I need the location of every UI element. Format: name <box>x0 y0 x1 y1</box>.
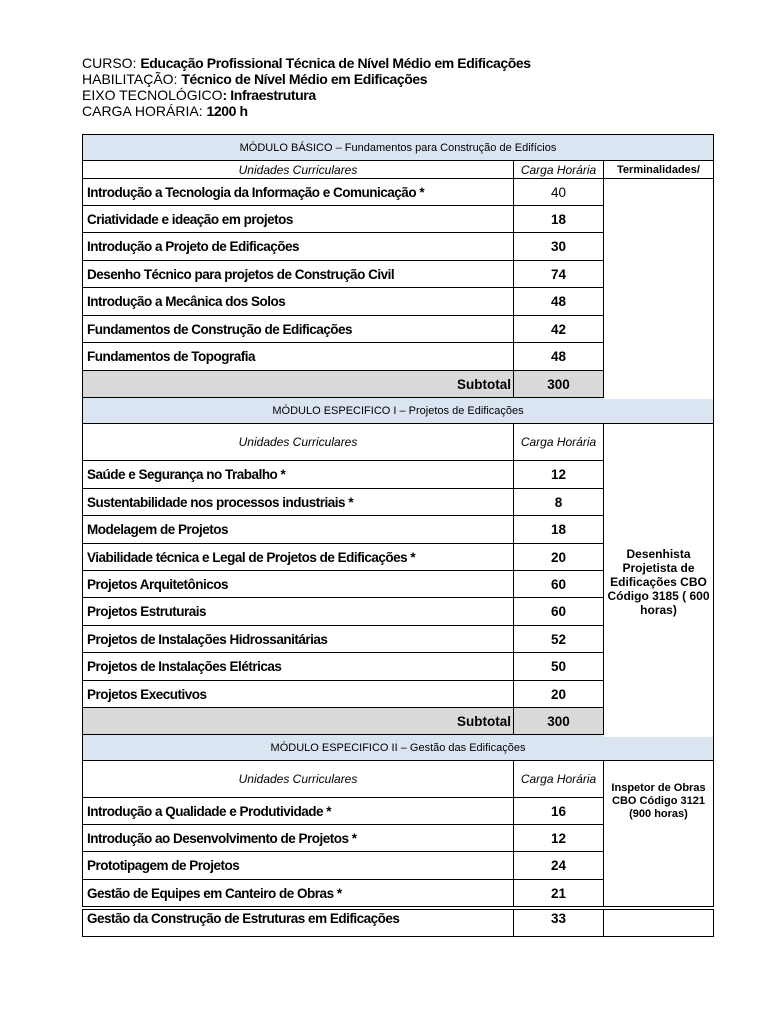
module-basico-title: MÓDULO BÁSICO – Fundamentos para Construção de Edifícios <box>82 134 714 161</box>
unit-name: Fundamentos de Construção de Edificações <box>83 316 514 342</box>
unit-hours: 24 <box>514 852 604 879</box>
unit-hours: 20 <box>514 681 604 707</box>
unit-hours: 21 <box>514 880 604 906</box>
col-hours-header: Carga Horária <box>514 424 604 460</box>
unit-name: Fundamentos de Topografia <box>83 343 514 370</box>
table-row <box>82 880 714 907</box>
unit-hours: 20 <box>514 544 604 570</box>
unit-hours: 40 <box>514 179 604 205</box>
unit-name: Gestão de Equipes em Canteiro de Obras * <box>83 880 514 906</box>
col-units-header: Unidades Curriculares <box>83 424 514 460</box>
unit-name: Introdução a Mecânica dos Solos <box>83 288 514 315</box>
unit-hours: 18 <box>514 206 604 232</box>
unit-name: Projetos Executivos <box>83 681 514 707</box>
eixo-value: : Infraestrutura <box>222 87 316 103</box>
module-basico-header-row <box>82 161 714 179</box>
unit-hours: 30 <box>514 233 604 260</box>
subtotal-value: 300 <box>514 371 604 397</box>
eixo-label: EIXO TECNOLÓGICO <box>82 87 223 103</box>
unit-hours: 50 <box>514 653 604 680</box>
course-header <box>82 55 531 119</box>
curso-label: CURSO: <box>82 55 137 71</box>
subtotal-label: Subtotal <box>83 371 514 397</box>
unit-hours: 74 <box>514 261 604 287</box>
unit-name: Introdução a Projeto de Edificações <box>83 233 514 260</box>
unit-name: Sustentabilidade nos processos industriais * <box>83 489 514 515</box>
module-especifico-1-title: MÓDULO ESPECIFICO I – Projetos de Edificações <box>82 398 714 424</box>
unit-hours: 12 <box>514 825 604 851</box>
col-units-header: Unidades Curriculares <box>83 761 514 797</box>
unit-hours: 12 <box>514 461 604 488</box>
unit-name: Projetos de Instalações Elétricas <box>83 653 514 680</box>
curso-value: Educação Profissional Técnica de Nível Médio em Edificações <box>140 55 531 71</box>
col-hours-header: Carga Horária <box>514 761 604 797</box>
eixo-line <box>82 87 531 103</box>
unit-hours: 48 <box>514 288 604 315</box>
col-hours-header: Carga Horária <box>514 161 604 178</box>
unit-hours: 42 <box>514 316 604 342</box>
unit-name: Introdução a Qualidade e Produtividade * <box>83 798 514 824</box>
terminality-especifico-2: Inspetor de Obras CBO Código 3121 (900 horas) <box>604 764 713 880</box>
curso-line <box>82 55 531 71</box>
col-units-header: Unidades Curriculares <box>83 161 514 178</box>
unit-name: Modelagem de Projetos <box>83 516 514 543</box>
terminalidades-basico-cell <box>604 180 713 399</box>
unit-hours: 8 <box>514 489 604 515</box>
subtotal-value: 300 <box>514 708 604 734</box>
unit-hours: 60 <box>514 598 604 625</box>
unit-name: Projetos de Instalações Hidrossanitárias <box>83 626 514 652</box>
unit-hours: 52 <box>514 626 604 652</box>
unit-hours: 33 <box>514 910 604 936</box>
carga-label: CARGA HORÁRIA: <box>82 103 203 119</box>
curriculum-table <box>82 134 714 937</box>
habilitacao-value: Técnico de Nível Médio em Edificações <box>181 71 428 87</box>
unit-hours: 48 <box>514 343 604 370</box>
col-terminalidades-header: Terminalidades/ <box>617 163 700 176</box>
subtotal-label: Subtotal <box>83 708 514 734</box>
unit-hours: 16 <box>514 798 604 824</box>
table-row <box>82 909 714 937</box>
unit-name: Desenho Técnico para projetos de Construção Civil <box>83 261 514 287</box>
unit-name: Projetos Arquitetônicos <box>83 571 514 597</box>
habilitacao-label: HABILITAÇÃO: <box>82 71 178 87</box>
habilitacao-line <box>82 71 531 87</box>
unit-name: Gestão da Construção de Estruturas em Edificações <box>83 910 514 936</box>
unit-name: Introdução a Tecnologia da Informação e Comunicação * <box>83 179 514 205</box>
unit-name: Saúde e Segurança no Trabalho * <box>83 461 514 488</box>
unit-name: Viabilidade técnica e Legal de Projetos de Edificações * <box>83 544 514 570</box>
unit-hours: 60 <box>514 571 604 597</box>
unit-hours: 18 <box>514 516 604 543</box>
carga-line <box>82 103 531 119</box>
module-especifico-2-title: MÓDULO ESPECIFICO II – Gestão das Edificações <box>82 735 714 761</box>
terminality-especifico-1: Desenhista Projetista de Edificações CBO Código 3185 ( 600 horas) <box>604 426 713 737</box>
unit-name: Prototipagem de Projetos <box>83 852 514 879</box>
unit-name: Introdução ao Desenvolvimento de Projetos * <box>83 825 514 851</box>
unit-name: Criatividade e ideação em projetos <box>83 206 514 232</box>
carga-value: 1200 h <box>206 103 248 119</box>
unit-name: Projetos Estruturais <box>83 598 514 625</box>
